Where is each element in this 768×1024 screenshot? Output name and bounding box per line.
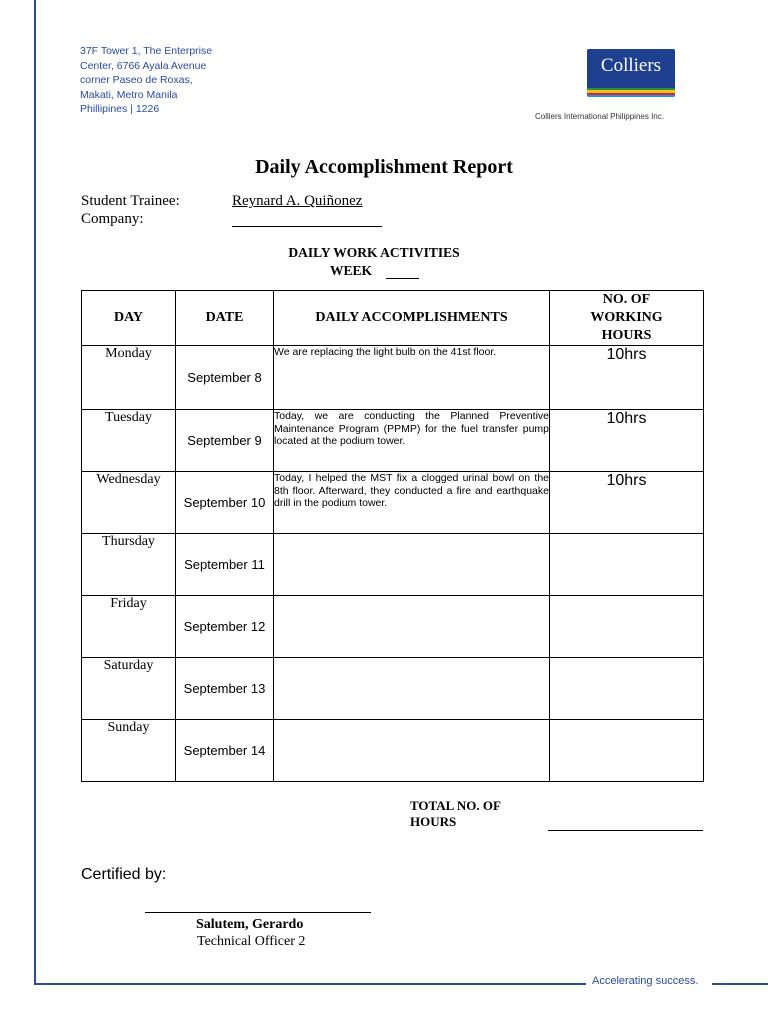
date-cell: September 14 bbox=[176, 720, 274, 782]
total-hours-label bbox=[410, 798, 501, 830]
table-row bbox=[82, 346, 704, 410]
activities-table bbox=[81, 290, 704, 782]
hours-cell bbox=[550, 658, 704, 720]
table-header-row bbox=[82, 291, 704, 346]
header-day: DAY bbox=[82, 291, 176, 346]
table-row bbox=[82, 720, 704, 782]
header-hours-line: NO. OF bbox=[602, 292, 651, 307]
date-cell: September 8 bbox=[176, 346, 274, 410]
footer-tagline: Accelerating success. bbox=[592, 975, 699, 987]
address-line: Makati, Metro Manila bbox=[80, 88, 178, 101]
accomplishment-cell bbox=[274, 534, 550, 596]
bottom-border-line-end bbox=[712, 983, 768, 985]
total-label-line: TOTAL NO. OF bbox=[410, 798, 501, 813]
bottom-border-line bbox=[34, 983, 586, 985]
address-line: corner Paseo de Roxas, bbox=[80, 74, 193, 86]
hours-cell bbox=[550, 534, 704, 596]
table-row bbox=[82, 534, 704, 596]
address-line: Phillipines | 1226 bbox=[80, 103, 160, 115]
logo-text: Colliers bbox=[600, 55, 662, 76]
table-row bbox=[82, 658, 704, 720]
company-caption: Colliers International Philippines Inc. bbox=[535, 112, 664, 121]
company-blank-line bbox=[232, 226, 382, 227]
section-title: DAILY WORK ACTIVITIES bbox=[288, 245, 460, 260]
certified-by-label: Certified by: bbox=[81, 866, 167, 883]
week-blank-line bbox=[386, 278, 419, 279]
header-working-hours bbox=[550, 291, 704, 346]
accomplishment-cell bbox=[274, 720, 550, 782]
day-cell: Sunday bbox=[82, 720, 176, 782]
colliers-logo bbox=[587, 49, 675, 97]
date-cell: September 10 bbox=[176, 472, 274, 534]
total-hours-blank-line bbox=[548, 830, 703, 831]
student-trainee-name: Reynard A. Quiñonez bbox=[232, 193, 363, 209]
header-date: DATE bbox=[176, 291, 274, 346]
student-trainee-label: Student Trainee: bbox=[81, 193, 180, 209]
accomplishment-cell: Today, I helped the MST fix a clogged urinal bowl on the 8th floor. Afterward, they conducted a fire and earthquake drill in the podium tower. bbox=[274, 472, 550, 534]
total-label-line: HOURS bbox=[410, 814, 457, 829]
date-cell: September 13 bbox=[176, 658, 274, 720]
header-accomplishments: DAILY ACCOMPLISHMENTS bbox=[274, 291, 550, 346]
week-label: WEEK bbox=[330, 263, 373, 278]
logo-stripes bbox=[587, 88, 675, 97]
accomplishment-cell bbox=[274, 658, 550, 720]
hours-cell bbox=[550, 596, 704, 658]
accomplishment-cell bbox=[274, 596, 550, 658]
date-cell: September 11 bbox=[176, 534, 274, 596]
day-cell: Thursday bbox=[82, 534, 176, 596]
accomplishment-cell: We are replacing the light bulb on the 41st floor. bbox=[274, 346, 550, 410]
address-line: 37F Tower 1, The Enterprise bbox=[80, 45, 213, 57]
signature-line bbox=[145, 912, 371, 913]
date-cell: September 12 bbox=[176, 596, 274, 658]
logo-stripe-blue bbox=[587, 95, 675, 97]
hours-cell: 10hrs bbox=[550, 472, 704, 534]
certifier-name: Salutem, Gerardo bbox=[196, 917, 304, 932]
day-cell: Friday bbox=[82, 596, 176, 658]
report-title: Daily Accomplishment Report bbox=[255, 156, 513, 178]
header-hours-line: HOURS bbox=[601, 328, 652, 343]
hours-cell: 10hrs bbox=[550, 346, 704, 410]
day-cell: Saturday bbox=[82, 658, 176, 720]
table-row bbox=[82, 472, 704, 534]
address-line: Center, 6766 Ayala Avenue bbox=[80, 59, 207, 72]
table-row bbox=[82, 410, 704, 472]
company-label: Company: bbox=[81, 211, 144, 227]
company-address bbox=[80, 44, 212, 117]
left-border-line bbox=[34, 0, 36, 985]
certifier-position: Technical Officer 2 bbox=[197, 934, 306, 949]
table-row bbox=[82, 596, 704, 658]
accomplishment-cell: Today, we are conducting the Planned Preventive Maintenance Program (PPMP) for the fuel transfer pump located at the podium tower. bbox=[274, 410, 550, 472]
hours-cell: 10hrs bbox=[550, 410, 704, 472]
hours-cell bbox=[550, 720, 704, 782]
date-cell: September 9 bbox=[176, 410, 274, 472]
header-hours-line: WORKING bbox=[590, 310, 663, 325]
day-cell: Monday bbox=[82, 346, 176, 410]
day-cell: Wednesday bbox=[82, 472, 176, 534]
day-cell: Tuesday bbox=[82, 410, 176, 472]
